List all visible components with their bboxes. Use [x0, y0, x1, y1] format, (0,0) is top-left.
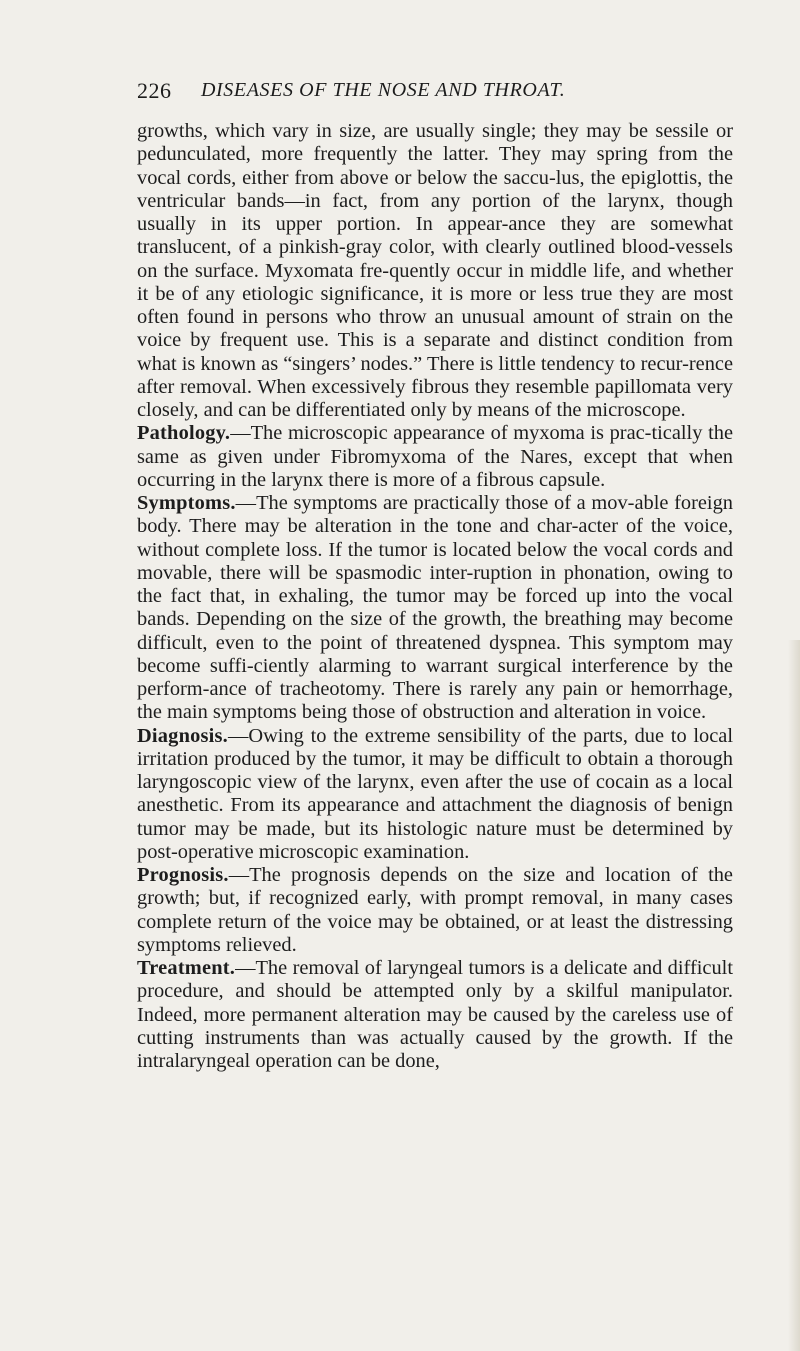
paragraph-text: —The removal of laryngeal tumors is a delicate and difficult procedure, and should be attempted only by a skilful manipulator. Indeed, more permanent alteration may be caused by the careless use of cutting instruments than was actually caused by the growth. If the intralaryngeal operation can be done, — [137, 957, 733, 1072]
paragraph-text: —The microscopic appearance of myxoma is prac-tically the same as given under Fibromyxoma of the Nares, except that when occurring in the larynx there is more of a fibrous capsule. — [137, 422, 733, 491]
paragraph-text: —Owing to the extreme sensibility of the parts, due to local irritation produced by the tumor, it may be difficult to obtain a thorough laryngoscopic view of the larynx, even after the use of cocain as a local anesthetic. From its appearance and attachment the diagnosis of benign tumor may be made, but its histologic nature must be determined by post-operative microscopic examination. — [137, 724, 733, 863]
paragraph-intro — [137, 120, 733, 422]
section-heading-pathology: Pathology. — [137, 422, 231, 445]
paragraph-diagnosis — [137, 725, 733, 865]
page-number: 226 — [137, 78, 172, 103]
page-edge-shadow — [788, 640, 800, 1351]
paragraph-symptoms — [137, 492, 733, 725]
section-heading-symptoms: Symptoms. — [137, 492, 236, 514]
paragraph-text: —The symptoms are practically those of a mov-able foreign body. There may be alteration in the tone and char-acter of the voice, without complete loss. If the tumor is located below the vocal cords and movable, there will be spasmodic inter-ruption in phonation, owing to the fact that, in exhaling, the tumor may be forced up into the vocal bands. Depending on the size of the growth, the breathing may become difficult, even to the point of threatened dyspnea. This symptom may become suffi-ciently alarming to warrant surgical interference by the perform-ance of tracheotomy. There is rarely any pain or hemorrhage, the main symptoms being those of obstruction and alteration in voice. — [137, 492, 733, 724]
body-text — [137, 120, 733, 1073]
paragraph-treatment — [137, 957, 733, 1073]
paragraph-prognosis — [137, 864, 733, 957]
section-heading-diagnosis: Diagnosis. — [137, 724, 228, 747]
paragraph-text: growths, which vary in size, are usually single; they may be sessile or pedunculated, more frequently the latter. They may spring from the vocal cords, either from above or below the saccu-lus, the epiglottis, the ventricular bands—in fact, from any portion of the larynx, though usually in its upper portion. In appear-ance they are somewhat translucent, of a pinkish-gray color, with clearly outlined blood-vessels on the surface. Myxomata fre-quently occur in middle life, and whether it be of any etiologic significance, it is more or less true they are most often found in persons who throw an unusual amount of strain on the voice by frequent use. This is a separate and distinct condition from what is known as “singers’ nodes.” There is little tendency to recur-rence after removal. When excessively fibrous they resemble papillomata very closely, and can be differentiated only by means of the microscope. — [137, 120, 733, 421]
page-header — [137, 78, 737, 108]
section-heading-treatment: Treatment. — [137, 957, 236, 979]
paragraph-pathology — [137, 422, 733, 492]
running-head: DISEASES OF THE NOSE AND THROAT. — [201, 79, 566, 101]
paragraph-text: —The prognosis depends on the size and location of the growth; but, if recognized early, with prompt removal, in many cases complete return of the voice may be obtained, or at least the distressing symptoms relieved. — [137, 864, 733, 956]
section-heading-prognosis: Prognosis. — [137, 864, 229, 886]
